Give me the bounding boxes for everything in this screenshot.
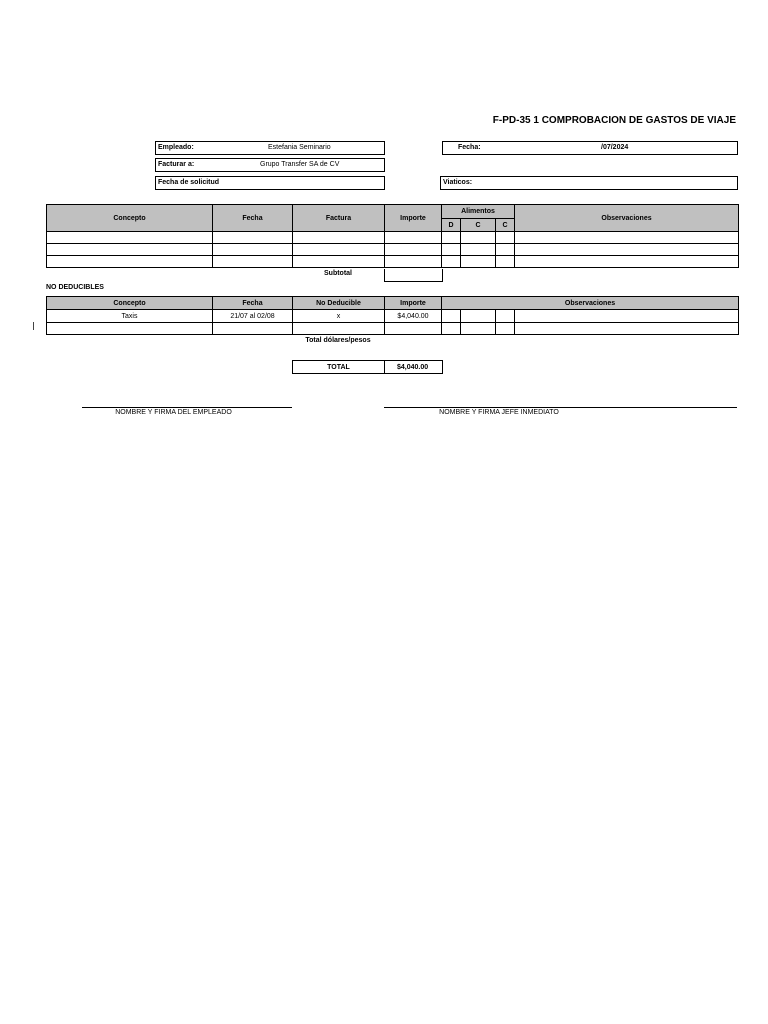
cell-concepto[interactable]: Taxis [47, 310, 213, 323]
deducibles-table [46, 204, 739, 268]
col-observaciones: Observaciones [515, 205, 739, 232]
cursor-mark [33, 322, 34, 330]
facturar-value: Grupo Transfer SA de CV [260, 161, 340, 168]
viaticos-box[interactable] [440, 176, 738, 190]
fecha-label: Fecha: [458, 144, 481, 151]
cell-fecha[interactable] [213, 323, 293, 335]
firma-jefe-line [384, 407, 737, 408]
fecha-solicitud-box[interactable] [155, 176, 385, 190]
no-deducibles-label: NO DEDUCIBLES [46, 284, 104, 291]
empleado-box[interactable] [155, 141, 385, 155]
col-c2: C [496, 219, 515, 232]
fecha-value: /07/2024 [601, 144, 629, 151]
total-label: TOTAL [293, 361, 385, 374]
total-table [292, 360, 443, 374]
cell-importe[interactable]: $4,040.00 [385, 310, 442, 323]
cell-no-deducible[interactable]: x [293, 310, 385, 323]
col-importe: Importe [385, 297, 442, 310]
total-value: $4,040.00 [385, 361, 443, 374]
col-no-deducible: No Deducible [293, 297, 385, 310]
col-alimentos: Alimentos [442, 205, 515, 219]
no-deducibles-table [46, 296, 739, 335]
col-importe: Importe [385, 205, 442, 232]
fecha-box[interactable] [442, 141, 738, 155]
empleado-value: Estefania Seminario [268, 144, 331, 151]
cell-importe[interactable] [385, 323, 442, 335]
cell-no-deducible[interactable] [293, 323, 385, 335]
empleado-label: Empleado: [158, 144, 194, 151]
subtotal-label: Subtotal [324, 270, 352, 277]
col-fecha: Fecha [213, 205, 293, 232]
facturar-label: Facturar a: [158, 161, 195, 168]
table-row[interactable] [47, 256, 739, 268]
col-fecha: Fecha [213, 297, 293, 310]
col-concepto: Concepto [47, 205, 213, 232]
col-c1: C [461, 219, 496, 232]
firma-empleado-label: NOMBRE Y FIRMA DEL EMPLEADO [115, 409, 232, 416]
cell-fecha[interactable]: 21/07 al 02/08 [213, 310, 293, 323]
col-observaciones: Observaciones [442, 297, 739, 310]
cell-concepto[interactable] [47, 323, 213, 335]
viaticos-label: Viaticos: [443, 179, 473, 186]
total-dolares-label: Total dólares/pesos [305, 337, 371, 344]
fecha-solicitud-label: Fecha de solicitud [158, 179, 220, 186]
firma-empleado-line [82, 407, 292, 408]
table-row[interactable] [47, 232, 739, 244]
col-d: D [442, 219, 461, 232]
table-row[interactable] [47, 310, 739, 323]
col-concepto: Concepto [47, 297, 213, 310]
table-row[interactable] [47, 323, 739, 335]
firma-jefe-label: NOMBRE Y FIRMA JEFE INMEDIATO [439, 409, 559, 416]
col-factura: Factura [293, 205, 385, 232]
document-title: F-PD-35 1 COMPROBACION DE GASTOS DE VIAJE [492, 115, 736, 126]
facturar-box[interactable] [155, 158, 385, 172]
table-row[interactable] [47, 244, 739, 256]
subtotal-value[interactable] [384, 269, 443, 282]
